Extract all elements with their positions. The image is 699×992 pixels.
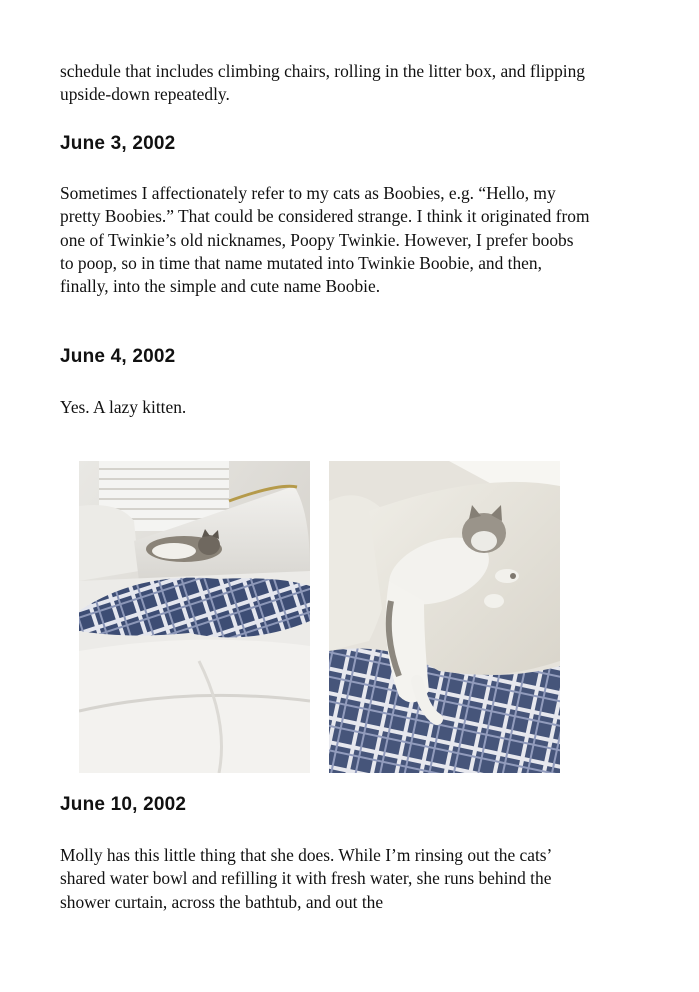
kitten-sleeping-photo	[79, 461, 310, 773]
paragraph-june-3: Sometimes I affectionately refer to my cats as Boobies, e.g. “Hello, my pretty Boobies.” That could be considered strange. I think it originated from one of Twinkie’s old nicknames, Poopy Twinkie. However, I prefer boobs to poop, so in time that name mutated into Twinkie Boobie, and then, finally, into the simple and cute name Boobie.	[60, 183, 590, 297]
date-heading-june-10: June 10, 2002	[60, 794, 187, 815]
kitten-sleeping-image	[79, 461, 310, 773]
kitten-lounging-image	[329, 461, 560, 773]
date-heading-june-3: June 3, 2002	[60, 133, 176, 154]
paragraph-continued: schedule that includes climbing chairs, rolling in the litter box, and flipping upside-down repeatedly.	[60, 61, 585, 105]
paragraph-june-4: Yes. A lazy kitten.	[60, 397, 187, 417]
date-heading-june-4: June 4, 2002	[60, 346, 176, 367]
kitten-lounging-photo	[329, 461, 560, 773]
paragraph-june-10: Molly has this little thing that she does. While I’m rinsing out the cats’ shared water bowl and refilling it with fresh water, she runs behind the shower curtain, across the bathtub, and out the	[60, 845, 552, 912]
